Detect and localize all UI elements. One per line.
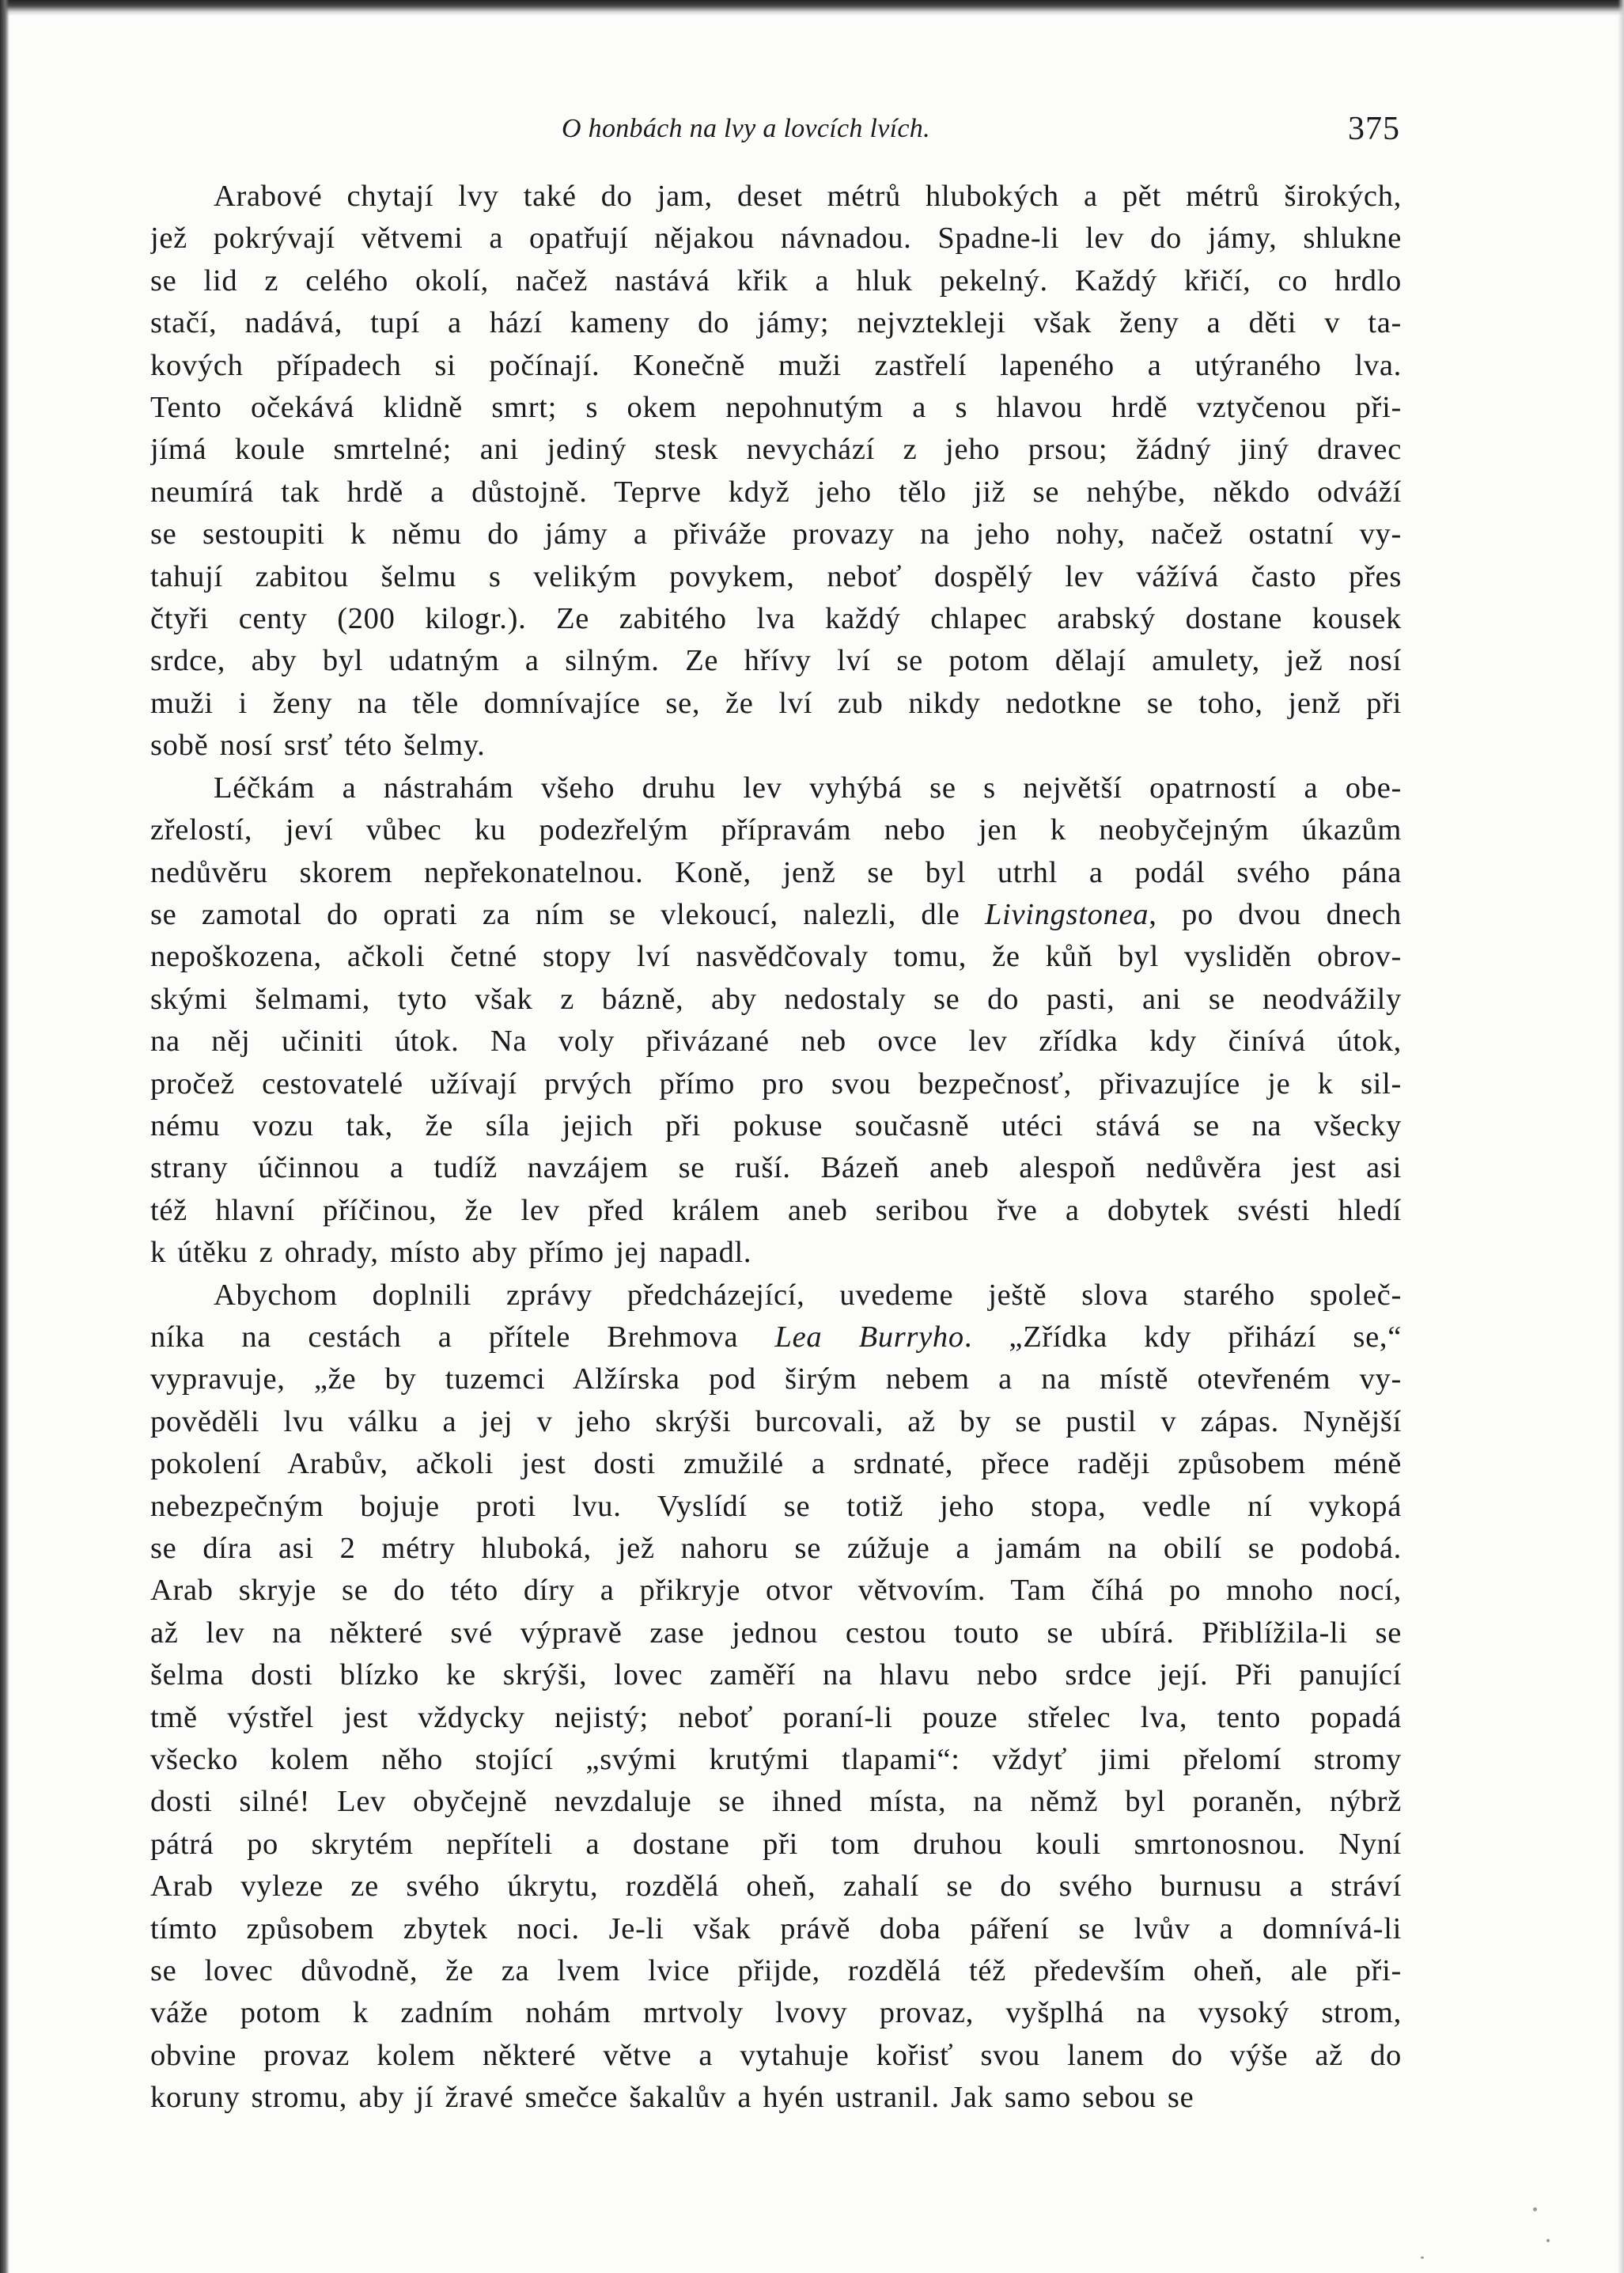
text-line: nepoškozena, ačkoli četné stopy lví nasvědčovaly tomu, že kůň byl vysliděn obrov- <box>150 940 1402 974</box>
text-line: dosti silné! Lev obyčejně nevzdaluje se ihned místa, na němž byl poraněn, nýbrž <box>150 1785 1402 1819</box>
text-line: pátrá po skrytém nepříteli a dostane při tom druhou kouli smrtonosnou. Nyní <box>150 1827 1402 1861</box>
running-title: O honbách na lvy a lovcích lvích. <box>562 114 930 143</box>
body-text <box>150 176 1402 2120</box>
text-line: Tento očekává klidně smrt; s okem nepohnutým a s hlavou hrdě vztyčenou při- <box>150 391 1402 425</box>
text-line: srdce, aby byl udatným a silným. Ze hřívy lví se potom dělají amulety, jež nosí <box>150 644 1402 678</box>
text-line: koruny stromu, aby jí žravé smečce šakalův a hyén ustranil. Jak samo sebou se <box>150 2081 1194 2115</box>
scan-speck <box>1421 2256 1424 2259</box>
text-line: skými šelmami, tyto však z bázně, aby nedostaly se do pasti, ani se neodvážily <box>150 982 1402 1016</box>
scan-border-right <box>1618 0 1624 2273</box>
text-line: strany účinnou a tudíž navzájem se ruší. Bázeň aneb alespoň nedůvěra jest asi <box>150 1151 1402 1185</box>
text-line: Arab skryje se do této díry a přikryje otvor větvovím. Tam číhá po mnoho nocí, <box>150 1574 1402 1608</box>
text-line: se díra asi 2 métry hluboká, jež nahoru se zúžuje a jamám na obilí se podobá. <box>150 1532 1402 1565</box>
text-line: čtyři centy (200 kilogr.). Ze zabitého lva každý chlapec arabský dostane kousek <box>150 602 1402 636</box>
text-line: nedůvěru skorem nepřekonatelnou. Koně, jenž se byl utrhl a podál svého pána <box>150 855 1402 889</box>
text-line: pročež cestovatelé užívají prvých přímo pro svou bezpečnosť, přivazujíce je k sil- <box>150 1066 1402 1101</box>
text-line: neumírá tak hrdě a důstojně. Teprve když jeho tělo již se nehýbe, někdo odváží <box>150 475 1402 509</box>
text-line: sobě nosí srsť této šelmy. <box>150 729 486 763</box>
text-line: Léčkám a nástrahám všeho druhu lev vyhýbá se s největší opatrností a obe- <box>214 771 1402 805</box>
text-line: šelma dosti blízko ke skrýši, lovec zaměří na hlavu nebo srdce její. Při panující <box>150 1658 1402 1692</box>
paragraph-3 <box>150 1275 1402 2120</box>
italic-proper-name: Livingstonea <box>984 897 1149 931</box>
scan-speck <box>1546 2239 1550 2242</box>
text-line: Abychom doplnili zprávy předcházející, uvedeme ještě slova starého společ- <box>214 1278 1402 1312</box>
scan-speck <box>1533 2207 1537 2211</box>
text-line: vypravuje, „že by tuzemci Alžírska pod širým nebem a na místě otevřeném vy- <box>150 1362 1402 1396</box>
text-line: tímto způsobem zbytek noci. Je-li však právě doba páření se lvův a domnívá-li <box>150 1911 1402 1945</box>
text-line: nému vozu tak, že síla jejich při pokuse současně utéci stává se na všecky <box>150 1108 1402 1142</box>
text-line-with-italic-name: se zamotal do oprati za ním se vlekoucí, nalezli, dle Livingstonea, po dvou dnech <box>150 897 1402 931</box>
text-line: obvine provaz kolem některé větve a vytahuje kořisť svou lanem do výše až do <box>150 2038 1402 2072</box>
text-line: na něj učiniti útok. Na voly přivázané neb ovce lev zřídka kdy činívá útok, <box>150 1025 1402 1059</box>
text-line: pokolení Arabův, ačkoli jest dosti zmužilé a srdnaté, přece raději způsobem méně <box>150 1447 1402 1481</box>
text-line: se lovec důvodně, že za lvem lvice přijde, rozdělá též především oheň, ale při- <box>150 1954 1402 1988</box>
text-line: až lev na některé své výpravě zase jednou cestou touto se ubírá. Přiblížila-li se <box>150 1616 1402 1650</box>
text-line: též hlavní příčinou, že lev před králem aneb seribou řve a dobytek svésti hledí <box>150 1193 1402 1227</box>
text-line: se lid z celého okolí, načež nastává křik a hluk pekelný. Každý křičí, co hrdlo <box>150 263 1402 297</box>
text-line: kových případech si počínají. Konečně muži zastřelí lapeného a utýraného lva. <box>150 348 1402 382</box>
paragraph-2 <box>150 767 1402 1275</box>
text-line: tmě výstřel jest vždycky nejistý; neboť poraní-li pouze střelec lva, tento popadá <box>150 1700 1402 1734</box>
text-line: všecko kolem něho stojící „svými krutými tlapami“: vždyť jimi přelomí stromy <box>150 1743 1402 1777</box>
text-line: se sestoupiti k němu do jámy a přiváže provazy na jeho nohy, načež ostatní vy- <box>150 517 1402 551</box>
text-line: stačí, nadává, tupí a hází kameny do jámy; nejvztekleji však ženy a děti v ta- <box>150 306 1402 340</box>
text-line: pověděli lvu válku a jej v jeho skrýši burcovali, až by se pustil v zápas. Nynější <box>150 1404 1402 1438</box>
italic-proper-name: Lea Burryho <box>774 1320 964 1354</box>
text-line: Arabové chytají lvy také do jam, deset métrů hlubokých a pět métrů širokých, <box>214 180 1402 213</box>
text-line-with-italic-name: níka na cestách a přítele Brehmova Lea Burryho. „Zřídka kdy přihází se,“ <box>150 1320 1402 1354</box>
text-line: tahují zabitou šelmu s velikým povykem, neboť dospělý lev vážívá často přes <box>150 559 1402 593</box>
text-line: jež pokrývají větvemi a opatřují nějakou návnadou. Spadne-li lev do jámy, shlukne <box>150 222 1402 256</box>
text-line: k útěku z ohrady, místo aby přímo jej napadl. <box>150 1236 752 1270</box>
text-line: Arab vyleze ze svého úkrytu, rozdělá oheň, zahalí se do svého burnusu a stráví <box>150 1870 1402 1904</box>
scan-border-left <box>0 0 9 2273</box>
text-line: váže potom k zadním nohám mrtvoly lvovy provaz, vyšplhá na vysoký strom, <box>150 1996 1402 2030</box>
page-header <box>150 105 1408 153</box>
text-line: jímá koule smrtelné; ani jediný stesk nevychází z jeho prsou; žádný jiný dravec <box>150 433 1402 467</box>
text-line: nebezpečným bojuje proti lvu. Vyslídí se totiž jeho stopa, vedle ní vykopá <box>150 1489 1402 1523</box>
paragraph-1 <box>150 176 1402 767</box>
scan-border-top <box>0 0 1624 16</box>
page-number: 375 <box>1348 111 1400 147</box>
text-line: zřelostí, jeví vůbec ku podezřelým přípravám nebo jen k neobyčejným úkazům <box>150 813 1402 847</box>
text-line: muži i ženy na těle domnívajíce se, že lví zub nikdy nedotkne se toho, jenž při <box>150 686 1402 720</box>
